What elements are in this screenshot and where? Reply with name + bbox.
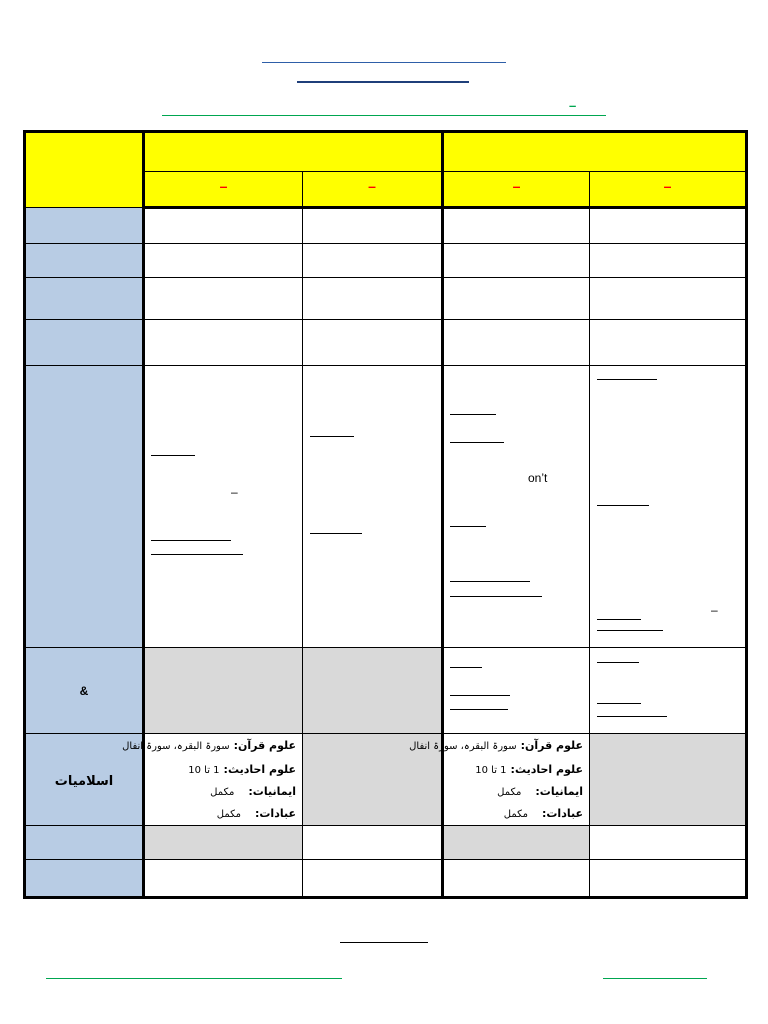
cell: [443, 278, 590, 320]
title-underline-3: [162, 115, 606, 116]
cell: [590, 826, 747, 860]
underline: [597, 630, 663, 631]
cell: [443, 860, 590, 898]
underline: [310, 436, 354, 437]
ampersand-cell-4: [590, 648, 747, 734]
hadith-line: علوم احادیث:1 تا 10: [188, 763, 296, 776]
schedule-table: [23, 130, 748, 899]
ampersand-label: &: [79, 684, 89, 698]
underline: [450, 667, 482, 668]
cell: [303, 860, 443, 898]
ibadat-line: عبادات:مکمل: [503, 807, 583, 820]
underline: [310, 533, 362, 534]
hadith-line: علوم احادیث:1 تا 10: [475, 763, 583, 776]
title-dash: –: [569, 98, 577, 113]
islamiat-label: اسلامیات: [54, 774, 114, 789]
islamiat-cell-3: [409, 734, 590, 826]
cell: [443, 244, 590, 278]
title-underline-2: [297, 81, 469, 83]
cell: [303, 648, 443, 734]
header-col-3: [443, 172, 590, 208]
cell: [443, 826, 590, 860]
underline: [151, 540, 231, 541]
dash-text: –: [711, 603, 718, 617]
cell: [303, 826, 443, 860]
row-label-3: [25, 278, 144, 320]
header-col-2: [303, 172, 443, 208]
cell: [144, 860, 303, 898]
cell: [144, 244, 303, 278]
cell: [590, 208, 747, 244]
dash-text: –: [231, 485, 238, 499]
underline: [597, 379, 657, 380]
cell: [590, 860, 747, 898]
underline: [450, 526, 486, 527]
cell: [144, 208, 303, 244]
curriculum-cell-4: [590, 366, 747, 648]
row-label-2: [25, 244, 144, 278]
footer-underline-right: [603, 978, 707, 979]
cell: [303, 278, 443, 320]
iman-line: ایمانیات:مکمل: [497, 785, 583, 798]
header-col-3-dash: –: [512, 178, 521, 194]
underline: [597, 505, 649, 506]
header-group-2: [443, 132, 747, 172]
underline: [151, 455, 195, 456]
title-underline-1: [262, 62, 506, 63]
cell: [590, 320, 747, 366]
curriculum-cell-3: [443, 366, 590, 648]
underline: [597, 716, 667, 717]
row-label-4: [25, 320, 144, 366]
row-label-ampersand: [25, 648, 144, 734]
cell: [303, 244, 443, 278]
header-col-1: [144, 172, 303, 208]
underline: [151, 554, 243, 555]
quran-line: علوم قرآن:سورۃ البقرہ، سورۃ انفال: [122, 739, 296, 752]
quran-line: علوم قرآن:سورۃ البقرہ، سورۃ انفال: [409, 739, 583, 752]
row-label-8: [25, 826, 144, 860]
underline: [597, 662, 639, 663]
row-label-1: [25, 208, 144, 244]
footer-underline-center: [340, 942, 428, 943]
underline: [597, 703, 641, 704]
iman-line: ایمانیات:مکمل: [210, 785, 296, 798]
ampersand-cell-3: [443, 648, 590, 734]
cell: [590, 278, 747, 320]
curriculum-text: on’t: [528, 471, 548, 485]
cell: [590, 244, 747, 278]
header-col-2-dash: –: [368, 178, 376, 194]
cell: [144, 320, 303, 366]
underline: [450, 581, 530, 582]
header-col-1-dash: –: [219, 178, 228, 194]
underline: [450, 695, 510, 696]
row-label-9: [25, 860, 144, 898]
ibadat-line: عبادات:مکمل: [216, 807, 296, 820]
footer-underline-left: [46, 978, 342, 979]
header-col-4-dash: –: [663, 178, 672, 194]
underline: [450, 442, 504, 443]
cell: [303, 320, 443, 366]
islamiat-cell-1: [122, 734, 303, 826]
header-group-1: [144, 132, 443, 172]
underline: [450, 414, 496, 415]
cell: [443, 320, 590, 366]
underline: [450, 596, 542, 597]
cell: [443, 208, 590, 244]
header-col-4: [590, 172, 747, 208]
header-corner-cell: [25, 132, 144, 208]
cell: [144, 826, 303, 860]
curriculum-cell-1: [144, 366, 303, 648]
underline: [450, 709, 508, 710]
cell: [144, 648, 303, 734]
cell: [303, 208, 443, 244]
underline: [597, 619, 641, 620]
cell: [590, 734, 747, 826]
row-label-curriculum: [25, 366, 144, 648]
cell: [144, 278, 303, 320]
curriculum-cell-2: [303, 366, 443, 648]
